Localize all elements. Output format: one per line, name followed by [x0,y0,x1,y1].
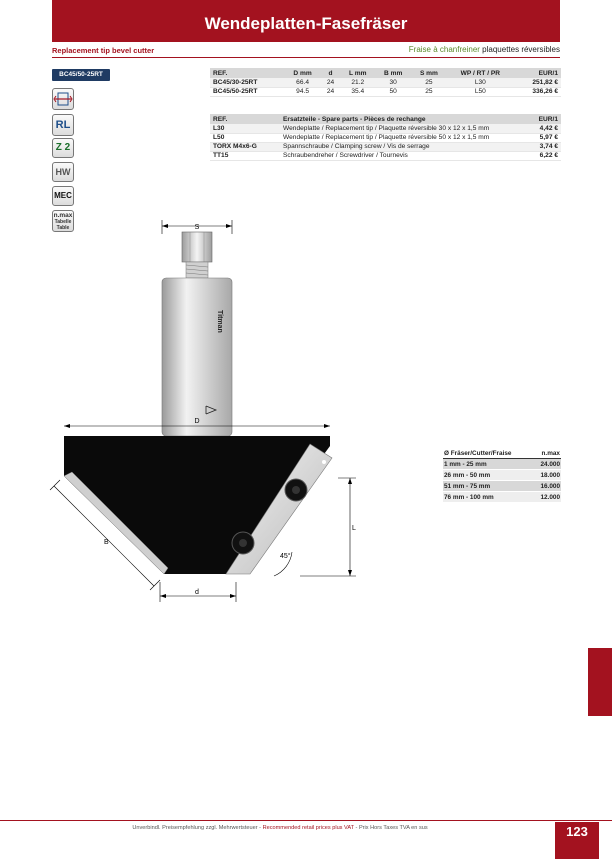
cutter-technical-drawing [40,210,380,610]
rotation-direction-icon [52,88,74,110]
subtitle-french-prefix: Fraise à chanfreiner [408,45,480,54]
col-ref: REF. [210,68,285,78]
cell-price: 5,97 € [531,133,561,142]
col-ref: REF. [210,114,280,124]
footer-en: Recommended retail prices plus VAT [262,825,354,831]
dim-d-big-label: D [194,418,200,425]
cell-nmax: 16.000 [533,481,561,492]
subtitle-french-suffix: plaquettes réversibles [482,45,560,54]
cell: L30 [447,78,514,87]
cell-diameter: 76 mm - 100 mm [443,492,533,503]
col-d-big: D mm [285,68,321,78]
cell: 24 [321,78,341,87]
footer-divider [0,820,612,821]
cell-description: Schraubendreher / Screwdriver / Tournevis [280,151,531,160]
dim-b-label: B [104,539,109,546]
table-row [210,133,561,142]
col-s: S mm [411,68,447,78]
subtitle-french [409,45,560,54]
cell-price: 3,74 € [531,142,561,151]
z2-icon: Z 2 [52,138,74,158]
table-row [210,151,561,160]
col-price: EUR/1 [514,68,561,78]
spare-parts-table [210,114,561,161]
brand-logo: Titman [216,310,223,333]
cell-ref: L50 [210,133,280,142]
cell: 24 [321,87,341,96]
col-l: L mm [340,68,375,78]
cell-price: 4,42 € [531,124,561,133]
table-row [443,470,561,481]
cell-description: Wendeplatte / Replacement tip / Plaquette réversible 50 x 12 x 1,5 mm [280,133,531,142]
table-header-row [443,449,561,459]
cell-price: 251,82 € [514,78,561,87]
cell-price: 6,22 € [531,151,561,160]
subtitle-divider [52,57,560,58]
cell: 35.4 [340,87,375,96]
page-number: 123 [555,822,599,859]
cell: 50 [375,87,411,96]
table-header-row [210,114,561,124]
cell: L50 [447,87,514,96]
shank [162,278,232,436]
cell-ref: TT15 [210,151,280,160]
footer-de: Unverbindl. Preisempfehlung zzgl. Mehrwertsteuer - [132,825,263,831]
cell-ref: BC45/50-25RT [210,87,285,96]
cell-description: Spannschraube / Clamping screw / Vis de serrage [280,142,531,151]
cell-nmax: 18.000 [533,470,561,481]
table-row [210,124,561,133]
dim-s-label: S [194,224,200,231]
dim-l-label: L [352,525,356,532]
hex-nut [182,232,212,262]
table-row [210,87,561,96]
cell-nmax: 24.000 [533,459,561,470]
cell-diameter: 26 mm - 50 mm [443,470,533,481]
angle-label: 45° [280,553,291,560]
subtitle-english: Replacement tip bevel cutter [52,46,155,55]
col-description: Ersatzteile - Spare parts - Pièces de rechange [280,114,531,124]
col-price: EUR/1 [531,114,561,124]
table-row [210,78,561,87]
cell-price: 336,26 € [514,87,561,96]
col-diameter: Ø Fräser/Cutter/Fraise [443,449,533,459]
cell: 25 [411,78,447,87]
col-d-small: d [321,68,341,78]
cell: 94.5 [285,87,321,96]
cell-description: Wendeplatte / Replacement tip / Plaquette réversible 30 x 12 x 1,5 mm [280,124,531,133]
product-table [210,68,561,97]
table-row [210,142,561,151]
cell-ref: L30 [210,124,280,133]
cell: 25 [411,87,447,96]
chapter-tab [588,648,612,716]
nmax-icon-sub: Tabelle Table [54,219,72,231]
cell-diameter: 51 mm - 75 mm [443,481,533,492]
col-tip: WP / RT / PR [447,68,514,78]
cell: 21.2 [340,78,375,87]
nmax-table [443,449,561,503]
rl-icon: RL [52,114,74,136]
cell-ref: TORX M4x6-G [210,142,280,151]
cell-nmax: 12.000 [533,492,561,503]
cell: 30 [375,78,411,87]
dim-d-small-label: d [195,589,199,596]
cell-diameter: 1 mm - 25 mm [443,459,533,470]
cell: 66.4 [285,78,321,87]
table-row [443,481,561,492]
hw-icon: HW [52,162,74,182]
footer-fr: - Prix Hors Taxes TVA en sus [353,825,428,831]
page-title: Wendeplatten-Fasefräser [204,14,408,33]
cell-ref: BC45/30-25RT [210,78,285,87]
table-header-row [210,68,561,78]
col-b: B mm [375,68,411,78]
mec-icon: MEC [52,186,74,206]
nmax-icon-label: n.max [53,212,73,219]
table-row [443,492,561,503]
footer-price-note [0,825,560,831]
table-row [443,459,561,470]
col-nmax: n.max [533,449,561,459]
product-code-badge: BC45/50-25RT [52,69,110,81]
